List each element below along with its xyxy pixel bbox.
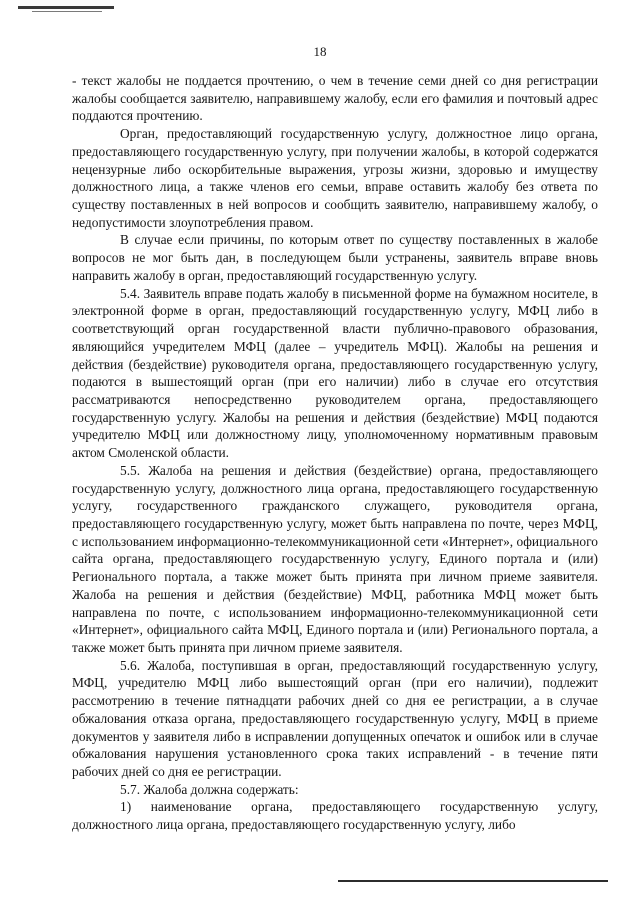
page-number: 18 bbox=[313, 44, 327, 59]
document-body bbox=[72, 72, 598, 834]
scan-mark bbox=[18, 6, 114, 9]
scan-mark bbox=[32, 11, 102, 12]
scan-mark bbox=[338, 880, 608, 882]
paragraph: 5.7. Жалоба должна содержать: bbox=[120, 781, 299, 797]
paragraph: - текст жалобы не поддается прочтению, о чем в течение семи дней со дня регистрации жалобы сообщается заявителю, направившему жалобу, если его фамилия и почтовый адрес поддаются прочтению. bbox=[72, 73, 598, 124]
paragraph: 5.4. Заявитель вправе подать жалобу в письменной форме на бумажном носителе, в электронной форме в орган, предоставляющий государственную услугу, МФЦ либо в соответствующий орган государственной власти публично-правового образования, являющийся учредителем МФЦ (далее – учредитель МФЦ). Жалобы на решения и действия (бездействие) руководителя органа, предоставляющего государственную услугу, подаются в вышестоящий орган (при его наличии) либо в случае его отсутствия рассматриваются непосредственно руководителем органа, предоставляющего государственную услугу. Жалобы на решения и действия (бездействие) МФЦ подаются учредителю МФЦ или должностному лицу, уполномоченному нормативным правовым актом Смоленской области. bbox=[72, 285, 598, 461]
paragraph: 1) наименование органа, предоставляющего государственную услугу, должностного лица органа, предоставляющего государственную услугу, либо bbox=[72, 799, 598, 833]
paragraph: 5.6. Жалоба, поступившая в орган, предоставляющий государственную услугу, МФЦ, учредителю МФЦ либо вышестоящий орган (при его наличии), подлежит рассмотрению в течение пятнадцати рабочих дней со дня ее регистрации, а в случае обжалования отказа органа, предоставляющего государственную услугу, МФЦ в приеме документов у заявителя либо в исправлении допущенных опечаток и ошибок или в случае обжалования нарушения установленного срока таких исправлений - в течение пяти рабочих дней со дня ее регистрации. bbox=[72, 657, 598, 780]
paragraph: Орган, предоставляющий государственную услугу, должностное лицо органа, предоставляющего государственную услугу, при получении жалобы, в которой содержатся нецензурные либо оскорбительные выражения, угрозы жизни, здоровью и имуществу должностного лица, а также членов его семьи, вправе оставить жалобу без ответа по существу поставленных в ней вопросов и сообщить заявителю, направившему жалобу, о недопустимости злоупотребления правом. bbox=[72, 126, 598, 230]
paragraph: В случае если причины, по которым ответ по существу поставленных в жалобе вопросов не мог быть дан, в последующем были устранены, заявитель вправе вновь направить жалобу в орган, предоставляющий государственную услугу. bbox=[72, 232, 598, 283]
paragraph: 5.5. Жалоба на решения и действия (бездействие) органа, предоставляющего государственную услугу, должностного лица органа, предоставляющего государственную услугу, государственного гражданского служащего, руководителя органа, предоставляющего государственную услугу, может быть направлена по почте, через МФЦ, с использованием информационно-телекоммуникационной сети «Интернет», официального сайта органа, предоставляющего государственную услугу, Единого портала и (или) Регионального портала, а также может быть принята при личном приеме заявителя. Жалоба на решения и действия (бездействие) МФЦ, работника МФЦ может быть направлена по почте, с использованием информационно-телекоммуникационной сети «Интернет», официального сайта МФЦ, Единого портала и (или) Регионального портала, а также может быть принята при личном приеме заявителя. bbox=[72, 462, 598, 655]
